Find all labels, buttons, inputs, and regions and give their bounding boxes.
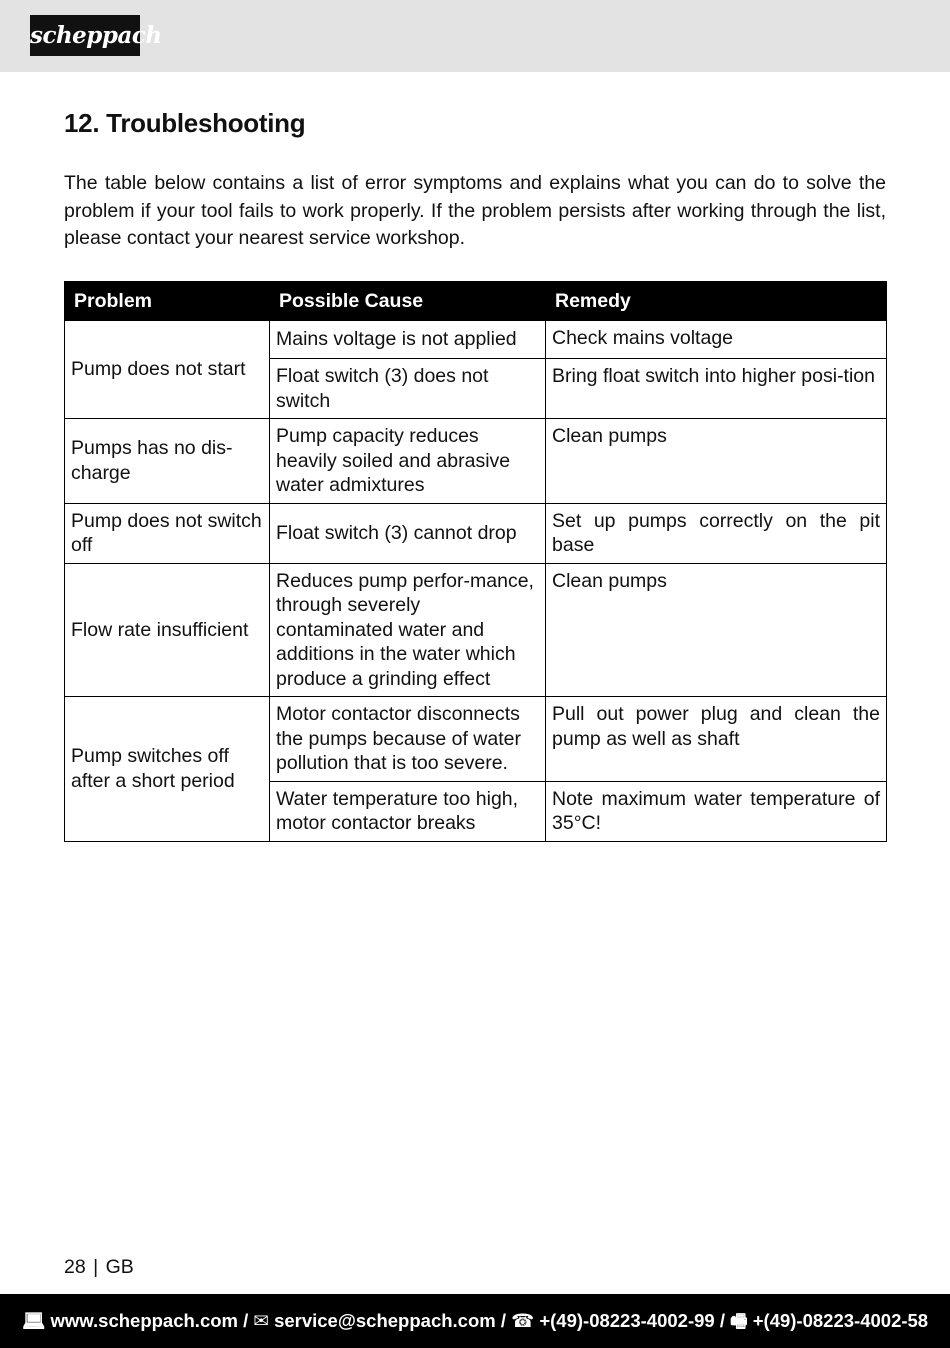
header-band (0, 0, 950, 72)
cause-cell: Motor contactor disconnects the pumps because of water pollution that is too severe. (270, 697, 546, 782)
header-problem: Problem (65, 282, 270, 321)
cause-cell: Water temperature too high, motor contactor breaks (270, 781, 546, 841)
remedy-cell: Clean pumps (546, 419, 887, 504)
cause-cell: Reduces pump perfor-mance, through severely contaminated water and additions in the water which produce a grinding effect (270, 563, 546, 697)
footer-website[interactable]: www.scheppach.com (50, 1310, 238, 1331)
remedy-cell: Note maximum water temperature of 35°C! (546, 781, 887, 841)
section-title: 12. Troubleshooting (64, 108, 306, 138)
table-row (65, 419, 887, 504)
footer-fax: +(49)-08223-4002-58 (752, 1310, 929, 1331)
table-row (65, 503, 887, 563)
footer-phone: +(49)-08223-4002-99 (539, 1310, 715, 1331)
footer-email[interactable]: service@scheppach.com (274, 1310, 496, 1331)
intro-paragraph: The table below contains a list of error symptoms and explains what you can do to solve the problem if your tool fails to work properly. If the problem persists after working through the list, please contact your nearest service workshop. (64, 172, 886, 249)
table-row (65, 563, 887, 697)
header-cause: Possible Cause (270, 282, 546, 321)
page-number-value: 28 (64, 1256, 86, 1278)
problem-cell: Pump does not start (65, 321, 270, 419)
cause-cell: Float switch (3) cannot drop (270, 503, 546, 563)
page-number-divider: | (93, 1256, 99, 1278)
remedy-cell: Set up pumps correctly on the pit base (546, 503, 887, 563)
cause-cell: Pump capacity reduces heavily soiled and abrasive water admixtures (270, 419, 546, 504)
footer-contact-bar (0, 1294, 950, 1348)
cause-cell: Mains voltage is not applied (270, 321, 546, 359)
table-row (65, 697, 887, 782)
cause-cell: Float switch (3) does not switch (270, 359, 546, 419)
remedy-cell: Pull out power plug and clean the pump as well as shaft (546, 697, 887, 782)
table-row (65, 321, 887, 359)
remedy-cell: Bring float switch into higher posi-tion (546, 359, 887, 419)
remedy-cell: Check mains voltage (546, 321, 887, 359)
header-remedy: Remedy (546, 282, 887, 321)
phone-icon: ☎︎ (511, 1310, 535, 1331)
footer-separator: / (719, 1310, 725, 1331)
problem-cell: Pump does not switch off (65, 503, 270, 563)
table-header-row (65, 282, 887, 321)
brand-logo: scheppach (30, 15, 140, 56)
footer-separator: / (243, 1310, 249, 1331)
remedy-cell: Clean pumps (546, 563, 887, 697)
troubleshooting-table (64, 281, 887, 842)
problem-cell: Pump switches off after a short period (65, 697, 270, 842)
page-number (64, 1256, 134, 1279)
mail-icon: ✉︎ (253, 1310, 269, 1331)
footer-separator: / (500, 1310, 506, 1331)
page-language: GB (105, 1256, 134, 1278)
problem-cell: Flow rate insufficient (65, 563, 270, 697)
problem-cell: Pumps has no dis-charge (65, 419, 270, 504)
computer-icon: 💻︎ (21, 1310, 46, 1331)
fax-icon: 🖷︎ (730, 1310, 748, 1331)
